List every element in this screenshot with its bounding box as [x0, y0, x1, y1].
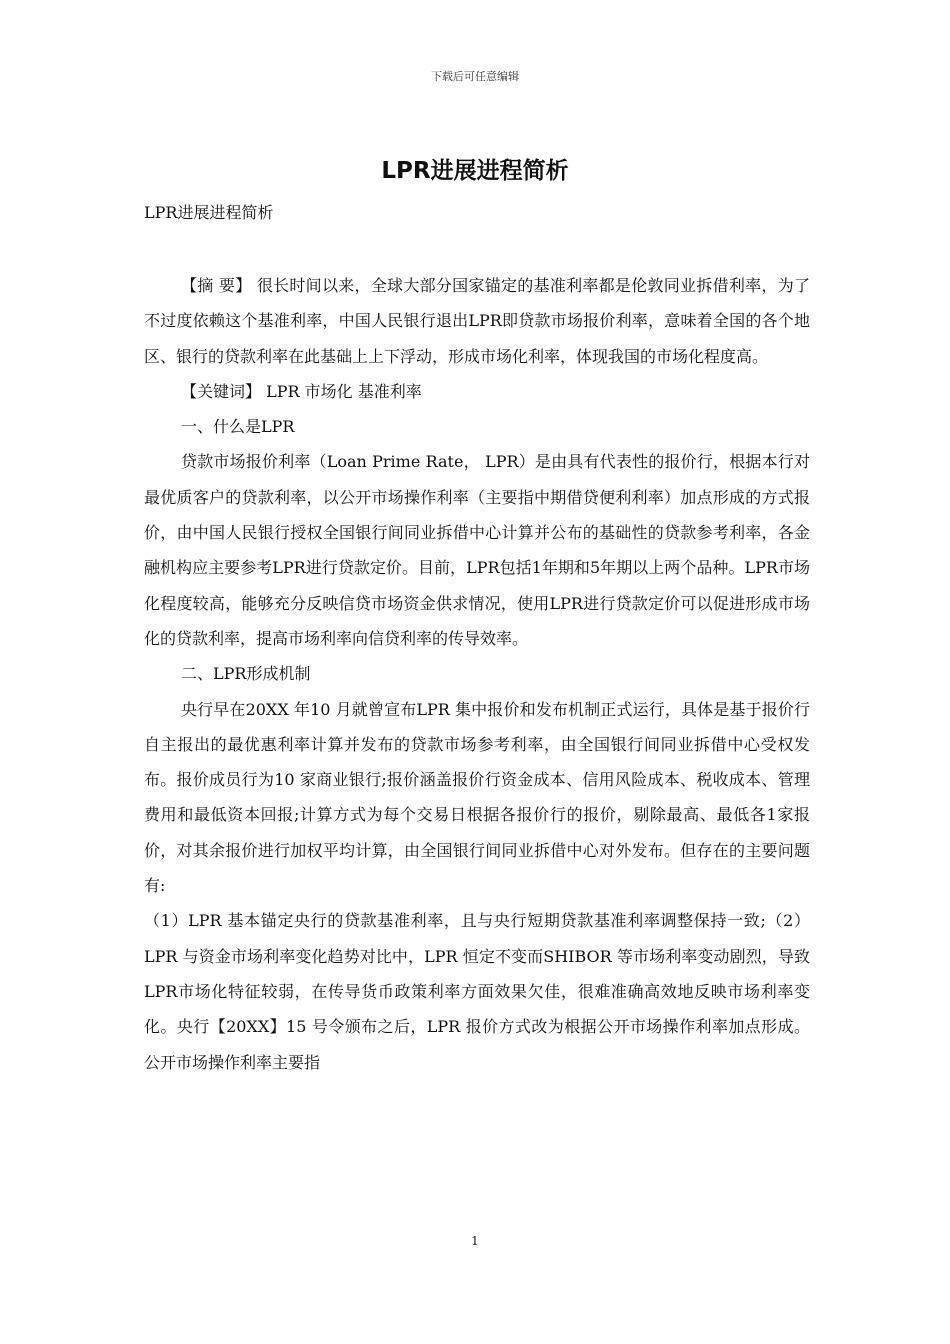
abstract-paragraph: 【摘 要】 很长时间以来，全球大部分国家锚定的基准利率都是伦敦同业拆借利率，为了不过度依赖这个基准利率，中国人民银行退出LPR即贷款市场报价利率，意味着全国的各个地区、银行的贷款利率在此基础上上下浮动，形成市场化利率，体现我国的市场化程度高。 — [144, 276, 810, 366]
document-title: LPR进展进程简析 — [381, 158, 569, 184]
document-body — [144, 268, 810, 1080]
document-subtitle: LPR进展进程简析 — [144, 203, 274, 222]
section-heading-lpr-mechanism: 二、LPR形成机制 — [181, 664, 311, 684]
body-paragraph: 央行早在20XX 年10 月就曾宣布LPR 集中报价和发布机制正式运行，具体是基于报价行自主报出的最优惠利率计算并发布的贷款市场参考利率，由全国银行间同业拆借中心受权发布。报价成员行为10 家商业银行;报价涵盖报价行资金成本、信用风险成本、税收成本、管理费用和最低资本回报;计算方式为每个交易日根据各报价行的报价，剔除最高、最低各1家报价，对其余报价进行加权平均计算，由全国银行间同业拆借中心对外发布。但存在的主要问题有: — [144, 699, 810, 896]
section-heading-what-is-lpr: 一、什么是LPR — [181, 417, 295, 437]
body-paragraph: （1）LPR 基本锚定央行的贷款基准利率，且与央行短期贷款基准利率调整保持一致;（2）LPR 与资金市场利率变化趋势对比中，LPR 恒定不变而SHIBOR 等市场利率变动剧烈，导致LPR市场化特征较弱，在传导货币政策利率方面效果欠佳，很难准确高效地反映市场利率变化。央行【20XX】15 号令颁布之后，LPR 报价方式改为根据公开市场操作利率加点形成。公开市场操作利率主要指 — [144, 911, 810, 1072]
keywords-paragraph: 【关键词】 LPR 市场化 基准利率 — [181, 381, 422, 401]
page-header-note: 下载后可任意编辑 — [431, 70, 519, 83]
body-paragraph: 贷款市场报价利率（Loan Prime Rate， LPR）是由具有代表性的报价行，根据本行对最优质客户的贷款利率，以公开市场操作利率（主要指中期借贷便利利率）加点形成的方式报价，由中国人民银行授权全国银行间同业拆借中心计算并公布的基础性的贷款参考利率，各金融机构应主要参考LPR进行贷款定价。目前，LPR包括1年期和5年期以上两个品种。LPR市场化程度较高，能够充分反映信贷市场资金供求情况，使用LPR进行贷款定价可以促进形成市场化的贷款利率，提高市场利率向信贷利率的传导效率。 — [144, 452, 810, 648]
page-number: 1 — [471, 1234, 479, 1248]
